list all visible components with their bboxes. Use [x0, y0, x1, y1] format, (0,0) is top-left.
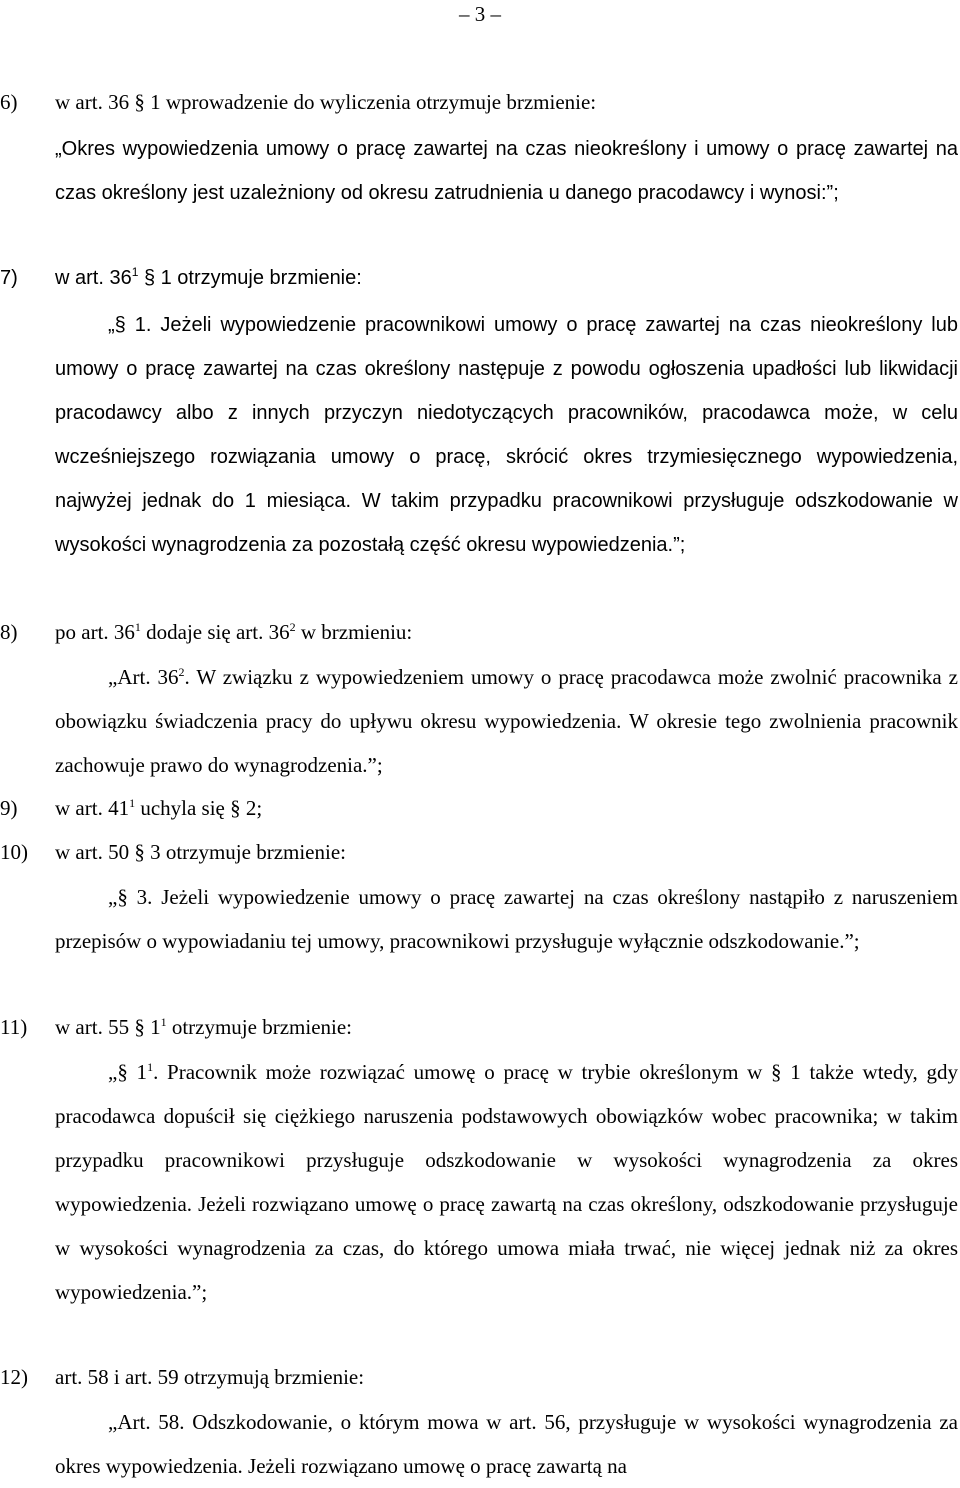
- item-number: 7): [0, 267, 18, 289]
- item-heading: w art. $36^1$ § 1 otrzymuje brzmienie:: [55, 265, 362, 289]
- item-heading: w art. 55 § $1^1$ otrzymuje brzmienie:: [55, 1015, 353, 1039]
- item-number: 11): [0, 1015, 28, 1039]
- quoted-provision-part-2: W takim przypadku pracownikowi przysługuje odszkodowanie w wysokości wynagrodzenia za pozostałą część okresu wypowiedzenia.”;: [55, 490, 958, 556]
- quoted-provision: „§ 1. Jeżeli wypowiedzenie pracownikowi umowy o pracę zawartej na czas nieokreślony lub umowy o pracę zawartej na czas określony następuje z powodu ogłoszenia upadłości lub likwidacji pracodawcy albo z innych przyczyn niedotyczących pracowników, pracodawca może, w celu wcześniejszego rozwiązania umowy o pracę, skrócić okres trzymiesięcznego wypowiedzenia, najwyżej jednak do 1 miesiąca. W takim przypadku pracownikowi przysługuje odszkodowanie w wysokości wynagrodzenia za pozostałą część okresu wypowiedzenia.”;: [55, 314, 958, 556]
- item-number: 12): [0, 1365, 28, 1389]
- item-number: 10): [0, 840, 28, 864]
- quoted-provision: „Art. 58. Odszkodowanie, o którym mowa w art. 56, przysługuje w wysokości wynagrodzenia za okres wypowiedzenia. Jeżeli rozwiązano umowę o pracę zawartą na: [55, 1410, 958, 1478]
- item-heading: w art. $41^1$ uchyla się § 2;: [55, 796, 263, 820]
- item-number: 9): [0, 796, 18, 820]
- item-heading: w art. 36 § 1 wprowadzenie do wyliczenia otrzymuje brzmienie:: [55, 90, 597, 114]
- item-heading: po art. $36^1$ dodaje się art. $36^2$ w brzmieniu:: [55, 620, 413, 644]
- item-number: 6): [0, 90, 18, 114]
- quoted-provision: „Art. $36^2$. W związku z wypowiedzeniem umowy o pracę pracodawca może zwolnić pracownika z obowiązku świadczenia pracy do upływu okresu wypowiedzenia. W okresie tego zwolnienia pracownik zachowuje prawo do wynagrodzenia.”;: [55, 665, 958, 777]
- quoted-provision: „§ 3. Jeżeli wypowiedzenie umowy o pracę zawartej na czas określony nastąpiło z naruszeniem przepisów o wypowiadaniu tej umowy, pracownikowi przysługuje wyłącznie odszkodowanie.”;: [55, 885, 958, 953]
- quoted-provision: „Okres wypowiedzenia umowy o pracę zawartej na czas nieokreślony i umowy o pracę zawartej na czas określony jest uzależniony od okresu zatrudnienia u danego pracodawcy i wynosi:”;: [55, 138, 958, 204]
- item-number: 8): [0, 620, 18, 644]
- item-heading: art. 58 i art. 59 otrzymują brzmienie:: [55, 1365, 365, 1389]
- page-number: – 3 –: [459, 2, 501, 26]
- item-heading: w art. 50 § 3 otrzymuje brzmienie:: [55, 840, 346, 864]
- quoted-provision: „§ $1^1$. Pracownik może rozwiązać umowę o pracę w trybie określonym w § 1 także wtedy, gdy pracodawca dopuścił się ciężkiego naruszenia podstawowych obowiązków wobec pracownika; w takim przypadku pracownikowi przysługuje odszkodowanie w wysokości wynagrodzenia za okres wypowiedzenia. Jeżeli rozwiązano umowę o pracę zawartą na czas określony, odszkodowanie przysługuje w wysokości wynagrodzenia za czas, do którego umowa miała trwać, nie więcej jednak niż za okres wypowiedzenia.”;: [55, 1060, 958, 1304]
